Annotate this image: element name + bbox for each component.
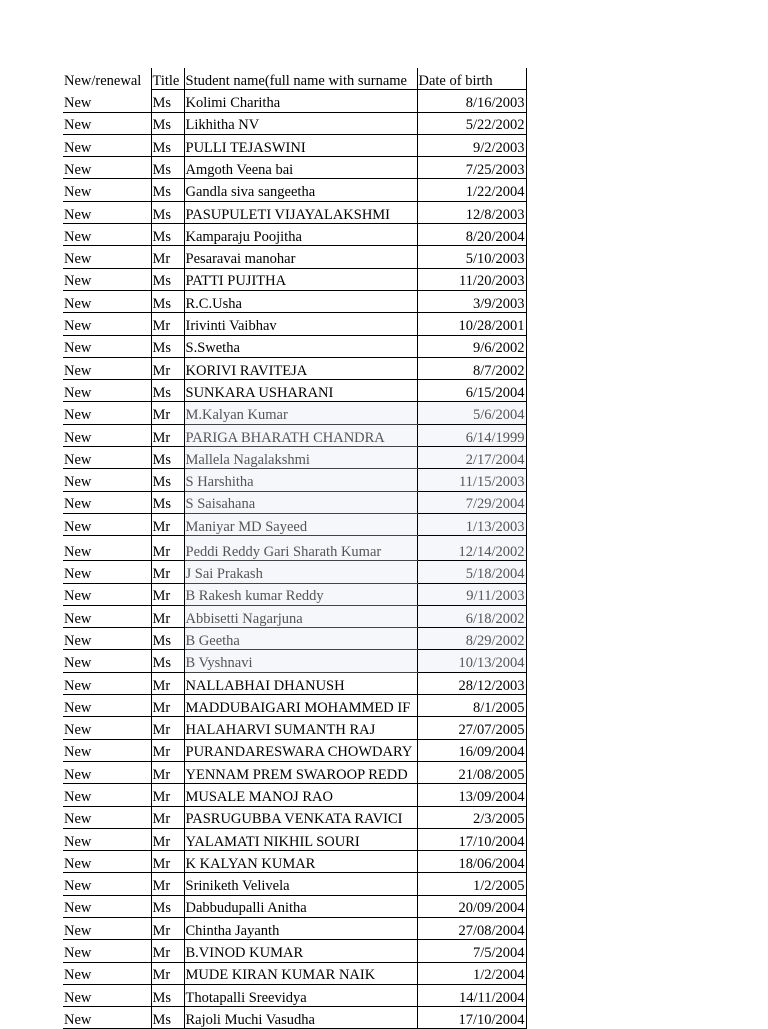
cell-type[interactable]: New bbox=[63, 246, 151, 268]
cell-type[interactable]: New bbox=[63, 90, 151, 112]
table-row bbox=[63, 940, 526, 962]
cell-type[interactable]: New bbox=[63, 201, 151, 223]
cell-date-of-birth[interactable]: 11/15/2003 bbox=[417, 469, 526, 491]
table-row bbox=[63, 157, 526, 179]
cell-date-of-birth[interactable]: 1/2/2005 bbox=[417, 873, 526, 895]
student-table bbox=[63, 68, 527, 1029]
cell-type[interactable]: New bbox=[63, 851, 151, 873]
table-row bbox=[63, 761, 526, 783]
cell-student-name[interactable]: PARIGA BHARATH CHANDRA bbox=[184, 424, 417, 446]
table-row bbox=[63, 895, 526, 917]
cell-type[interactable]: New bbox=[63, 134, 151, 156]
cell-date-of-birth[interactable]: 7/29/2004 bbox=[417, 491, 526, 513]
cell-title[interactable]: Mr bbox=[151, 513, 184, 535]
cell-type[interactable]: New bbox=[63, 761, 151, 783]
cell-type[interactable]: New bbox=[63, 112, 151, 134]
table-body bbox=[63, 68, 526, 1029]
table-row bbox=[63, 717, 526, 739]
cell-title[interactable]: Mr bbox=[151, 672, 184, 694]
cell-title[interactable]: Mr bbox=[151, 313, 184, 335]
cell-student-name[interactable]: NALLABHAI DHANUSH bbox=[184, 672, 417, 694]
cell-title[interactable]: Mr bbox=[151, 784, 184, 806]
table-row bbox=[63, 739, 526, 761]
cell-student-name[interactable]: Amgoth Veena bai bbox=[184, 157, 417, 179]
cell-title[interactable]: Mr bbox=[151, 583, 184, 605]
cell-date-of-birth[interactable]: 27/08/2004 bbox=[417, 917, 526, 939]
header-title[interactable]: Title bbox=[151, 68, 184, 90]
table-row bbox=[63, 784, 526, 806]
table-row bbox=[63, 851, 526, 873]
table-row bbox=[63, 672, 526, 694]
table-row bbox=[63, 290, 526, 312]
cell-title[interactable]: Ms bbox=[151, 491, 184, 513]
cell-type[interactable]: New bbox=[63, 447, 151, 469]
cell-date-of-birth[interactable]: 6/14/1999 bbox=[417, 424, 526, 446]
cell-type[interactable]: New bbox=[63, 605, 151, 627]
table-row bbox=[63, 873, 526, 895]
cell-type[interactable]: New bbox=[63, 224, 151, 246]
cell-title[interactable]: Ms bbox=[151, 984, 184, 1006]
cell-type[interactable]: New bbox=[63, 513, 151, 535]
table-row bbox=[63, 605, 526, 627]
cell-type[interactable]: New bbox=[63, 1007, 151, 1029]
cell-type[interactable]: New bbox=[63, 469, 151, 491]
cell-date-of-birth[interactable]: 17/10/2004 bbox=[417, 828, 526, 850]
cell-date-of-birth[interactable]: 17/10/2004 bbox=[417, 1007, 526, 1029]
cell-type[interactable]: New bbox=[63, 784, 151, 806]
table-row bbox=[63, 650, 526, 672]
cell-date-of-birth[interactable]: 12/8/2003 bbox=[417, 201, 526, 223]
cell-type[interactable]: New bbox=[63, 672, 151, 694]
table-row bbox=[63, 469, 526, 491]
cell-title[interactable]: Ms bbox=[151, 447, 184, 469]
cell-date-of-birth[interactable]: 7/25/2003 bbox=[417, 157, 526, 179]
cell-title[interactable]: Mr bbox=[151, 828, 184, 850]
cell-type[interactable]: New bbox=[63, 917, 151, 939]
cell-title[interactable]: Mr bbox=[151, 605, 184, 627]
table-row bbox=[63, 917, 526, 939]
cell-date-of-birth[interactable]: 21/08/2005 bbox=[417, 761, 526, 783]
cell-title[interactable]: Mr bbox=[151, 873, 184, 895]
cell-student-name[interactable]: PASRUGUBBA VENKATA RAVICI bbox=[184, 806, 417, 828]
table-row bbox=[63, 335, 526, 357]
cell-type[interactable]: New bbox=[63, 828, 151, 850]
header-date-of-birth[interactable]: Date of birth bbox=[417, 68, 526, 90]
table-row bbox=[63, 201, 526, 223]
cell-type[interactable]: New bbox=[63, 984, 151, 1006]
cell-date-of-birth[interactable]: 18/06/2004 bbox=[417, 851, 526, 873]
table-row bbox=[63, 313, 526, 335]
cell-title[interactable]: Mr bbox=[151, 761, 184, 783]
cell-title[interactable]: Mr bbox=[151, 536, 184, 561]
cell-date-of-birth[interactable]: 1/13/2003 bbox=[417, 513, 526, 535]
cell-type[interactable]: New bbox=[63, 536, 151, 561]
cell-type[interactable]: New bbox=[63, 695, 151, 717]
cell-type[interactable]: New bbox=[63, 873, 151, 895]
cell-type[interactable]: New bbox=[63, 962, 151, 984]
cell-type[interactable]: New bbox=[63, 806, 151, 828]
cell-date-of-birth[interactable]: 7/5/2004 bbox=[417, 940, 526, 962]
table-row bbox=[63, 90, 526, 112]
cell-student-name[interactable]: Sriniketh Velivela bbox=[184, 873, 417, 895]
cell-student-name[interactable]: Abbisetti Nagarjuna bbox=[184, 605, 417, 627]
cell-student-name[interactable]: PATTI PUJITHA bbox=[184, 268, 417, 290]
cell-title[interactable]: Ms bbox=[151, 895, 184, 917]
table-row bbox=[63, 134, 526, 156]
cell-type[interactable]: New bbox=[63, 402, 151, 424]
table-row bbox=[63, 357, 526, 379]
cell-date-of-birth[interactable]: 8/29/2002 bbox=[417, 628, 526, 650]
cell-type[interactable]: New bbox=[63, 717, 151, 739]
table-row bbox=[63, 179, 526, 201]
cell-title[interactable]: Ms bbox=[151, 335, 184, 357]
header-new-renewal[interactable]: New/renewal bbox=[64, 73, 142, 90]
table-row bbox=[63, 513, 526, 535]
cell-student-name[interactable]: MUDE KIRAN KUMAR NAIK bbox=[184, 962, 417, 984]
cell-student-name[interactable]: M.Kalyan Kumar bbox=[184, 402, 417, 424]
cell-type[interactable]: New bbox=[63, 313, 151, 335]
cell-date-of-birth[interactable]: 16/09/2004 bbox=[417, 739, 526, 761]
cell-title[interactable]: Ms bbox=[151, 224, 184, 246]
cell-date-of-birth[interactable]: 3/9/2003 bbox=[417, 290, 526, 312]
table-row bbox=[63, 380, 526, 402]
cell-student-name[interactable]: B Rakesh kumar Reddy bbox=[184, 583, 417, 605]
table-row bbox=[63, 962, 526, 984]
cell-student-name[interactable]: YENNAM PREM SWAROOP REDD bbox=[184, 761, 417, 783]
cell-date-of-birth[interactable]: 8/16/2003 bbox=[417, 90, 526, 112]
cell-type[interactable]: New bbox=[63, 357, 151, 379]
cell-student-name[interactable]: Pesaravai manohar bbox=[184, 246, 417, 268]
cell-date-of-birth[interactable]: 1/2/2004 bbox=[417, 962, 526, 984]
cell-date-of-birth[interactable]: 12/14/2002 bbox=[417, 536, 526, 561]
cell-type[interactable]: New bbox=[63, 491, 151, 513]
cell-type[interactable]: New bbox=[63, 380, 151, 402]
cell-student-name[interactable]: Chintha Jayanth bbox=[184, 917, 417, 939]
cell-date-of-birth[interactable]: 20/09/2004 bbox=[417, 895, 526, 917]
cell-date-of-birth[interactable]: 1/22/2004 bbox=[417, 179, 526, 201]
cell-student-name[interactable]: SUNKARA USHARANI bbox=[184, 380, 417, 402]
table-row bbox=[63, 246, 526, 268]
table-row bbox=[63, 268, 526, 290]
cell-type[interactable]: New bbox=[63, 561, 151, 583]
cell-student-name[interactable]: Mallela Nagalakshmi bbox=[184, 447, 417, 469]
cell-student-name[interactable]: KORIVI RAVITEJA bbox=[184, 357, 417, 379]
cell-type[interactable]: New bbox=[63, 268, 151, 290]
table-row bbox=[63, 984, 526, 1006]
cell-student-name[interactable]: S Harshitha bbox=[184, 469, 417, 491]
cell-student-name[interactable]: J Sai Prakash bbox=[184, 561, 417, 583]
cell-date-of-birth[interactable]: 9/2/2003 bbox=[417, 134, 526, 156]
cell-title[interactable]: Mr bbox=[151, 917, 184, 939]
cell-title[interactable]: Mr bbox=[151, 739, 184, 761]
cell-type[interactable]: New bbox=[63, 650, 151, 672]
cell-student-name[interactable]: MADDUBAIGARI MOHAMMED IF bbox=[184, 695, 417, 717]
cell-date-of-birth[interactable]: 5/18/2004 bbox=[417, 561, 526, 583]
cell-student-name[interactable]: PASUPULETI VIJAYALAKSHMI bbox=[184, 201, 417, 223]
cell-title[interactable]: Ms bbox=[151, 650, 184, 672]
cell-title[interactable]: Mr bbox=[151, 402, 184, 424]
cell-date-of-birth[interactable]: 2/17/2004 bbox=[417, 447, 526, 469]
cell-title[interactable]: Ms bbox=[151, 469, 184, 491]
cell-student-name[interactable]: K KALYAN KUMAR bbox=[184, 851, 417, 873]
cell-student-name[interactable]: PULLI TEJASWINI bbox=[184, 134, 417, 156]
cell-date-of-birth[interactable]: 9/11/2003 bbox=[417, 583, 526, 605]
cell-type[interactable]: New bbox=[63, 290, 151, 312]
table-row bbox=[63, 561, 526, 583]
cell-type[interactable]: New bbox=[63, 157, 151, 179]
cell-date-of-birth[interactable]: 10/28/2001 bbox=[417, 313, 526, 335]
cell-student-name[interactable]: S.Swetha bbox=[184, 335, 417, 357]
table-row bbox=[63, 828, 526, 850]
cell-type[interactable]: New bbox=[63, 583, 151, 605]
cell-title[interactable]: Mr bbox=[151, 695, 184, 717]
header-row bbox=[63, 68, 526, 90]
cell-title[interactable]: Ms bbox=[151, 268, 184, 290]
cell-title[interactable]: Ms bbox=[151, 201, 184, 223]
cell-student-name[interactable]: Peddi Reddy Gari Sharath Kumar bbox=[184, 536, 417, 561]
cell-date-of-birth[interactable]: 8/1/2005 bbox=[417, 695, 526, 717]
table-row bbox=[63, 224, 526, 246]
table-row bbox=[63, 806, 526, 828]
cell-student-name[interactable]: MUSALE MANOJ RAO bbox=[184, 784, 417, 806]
table-row bbox=[63, 695, 526, 717]
cell-date-of-birth[interactable]: 5/22/2002 bbox=[417, 112, 526, 134]
cell-title[interactable]: Ms bbox=[151, 628, 184, 650]
cell-date-of-birth[interactable]: 13/09/2004 bbox=[417, 784, 526, 806]
cell-student-name[interactable]: Kolimi Charitha bbox=[184, 90, 417, 112]
cell-title[interactable]: Mr bbox=[151, 717, 184, 739]
cell-title[interactable]: Mr bbox=[151, 806, 184, 828]
table-row bbox=[63, 1007, 526, 1029]
cell-student-name[interactable]: YALAMATI NIKHIL SOURI bbox=[184, 828, 417, 850]
cell-type[interactable]: New bbox=[63, 179, 151, 201]
cell-date-of-birth[interactable]: 2/3/2005 bbox=[417, 806, 526, 828]
cell-title[interactable]: Ms bbox=[151, 134, 184, 156]
cell-date-of-birth[interactable]: 5/6/2004 bbox=[417, 402, 526, 424]
cell-date-of-birth[interactable]: 5/10/2003 bbox=[417, 246, 526, 268]
cell-student-name[interactable]: Gandla siva sangeetha bbox=[184, 179, 417, 201]
cell-title[interactable]: Ms bbox=[151, 380, 184, 402]
cell-date-of-birth[interactable]: 11/20/2003 bbox=[417, 268, 526, 290]
cell-date-of-birth[interactable]: 6/18/2002 bbox=[417, 605, 526, 627]
cell-student-name[interactable]: Kamparaju Poojitha bbox=[184, 224, 417, 246]
cell-title[interactable]: Ms bbox=[151, 157, 184, 179]
table-row bbox=[63, 112, 526, 134]
cell-type[interactable]: New bbox=[63, 335, 151, 357]
cell-student-name[interactable]: Likhitha NV bbox=[184, 112, 417, 134]
cell-title[interactable]: Ms bbox=[151, 290, 184, 312]
table-row bbox=[63, 424, 526, 446]
cell-student-name[interactable]: R.C.Usha bbox=[184, 290, 417, 312]
cell-type[interactable]: New bbox=[63, 895, 151, 917]
table-row bbox=[63, 447, 526, 469]
cell-title[interactable]: Ms bbox=[151, 112, 184, 134]
table-row bbox=[63, 628, 526, 650]
cell-date-of-birth[interactable]: 6/15/2004 bbox=[417, 380, 526, 402]
cell-student-name[interactable]: Rajoli Muchi Vasudha bbox=[184, 1007, 417, 1029]
cell-title[interactable]: Mr bbox=[151, 357, 184, 379]
table-row bbox=[63, 583, 526, 605]
cell-date-of-birth[interactable]: 27/07/2005 bbox=[417, 717, 526, 739]
cell-title[interactable]: Ms bbox=[151, 1007, 184, 1029]
cell-title[interactable]: Mr bbox=[151, 940, 184, 962]
cell-student-name[interactable]: Thotapalli Sreevidya bbox=[184, 984, 417, 1006]
cell-student-name[interactable]: PURANDARESWARA CHOWDARY bbox=[184, 739, 417, 761]
cell-title[interactable]: Mr bbox=[151, 561, 184, 583]
cell-title[interactable]: Ms bbox=[151, 179, 184, 201]
cell-title[interactable]: Ms bbox=[151, 90, 184, 112]
cell-student-name[interactable]: B Geetha bbox=[184, 628, 417, 650]
cell-date-of-birth[interactable]: 8/7/2002 bbox=[417, 357, 526, 379]
cell-student-name[interactable]: Dabbudupalli Anitha bbox=[184, 895, 417, 917]
table-row bbox=[63, 536, 526, 561]
cell-date-of-birth[interactable]: 28/12/2003 bbox=[417, 672, 526, 694]
cell-student-name[interactable]: S Saisahana bbox=[184, 491, 417, 513]
cell-title[interactable]: Mr bbox=[151, 424, 184, 446]
cell-date-of-birth[interactable]: 8/20/2004 bbox=[417, 224, 526, 246]
cell-date-of-birth[interactable]: 10/13/2004 bbox=[417, 650, 526, 672]
cell-student-name[interactable]: B Vyshnavi bbox=[184, 650, 417, 672]
cell-student-name[interactable]: Irivinti Vaibhav bbox=[184, 313, 417, 335]
cell-type[interactable]: New bbox=[63, 628, 151, 650]
cell-title[interactable]: Mr bbox=[151, 851, 184, 873]
cell-type[interactable]: New bbox=[63, 940, 151, 962]
cell-student-name[interactable]: HALAHARVI SUMANTH RAJ bbox=[184, 717, 417, 739]
header-student-name[interactable]: Student name(full name with surname bbox=[184, 68, 417, 90]
cell-type[interactable]: New bbox=[63, 424, 151, 446]
cell-student-name[interactable]: Maniyar MD Sayeed bbox=[184, 513, 417, 535]
cell-student-name[interactable]: B.VINOD KUMAR bbox=[184, 940, 417, 962]
table-row bbox=[63, 402, 526, 424]
cell-type[interactable]: New bbox=[63, 739, 151, 761]
cell-title[interactable]: Mr bbox=[151, 962, 184, 984]
cell-title[interactable]: Mr bbox=[151, 246, 184, 268]
cell-date-of-birth[interactable]: 14/11/2004 bbox=[417, 984, 526, 1006]
cell-date-of-birth[interactable]: 9/6/2002 bbox=[417, 335, 526, 357]
table-row bbox=[63, 491, 526, 513]
